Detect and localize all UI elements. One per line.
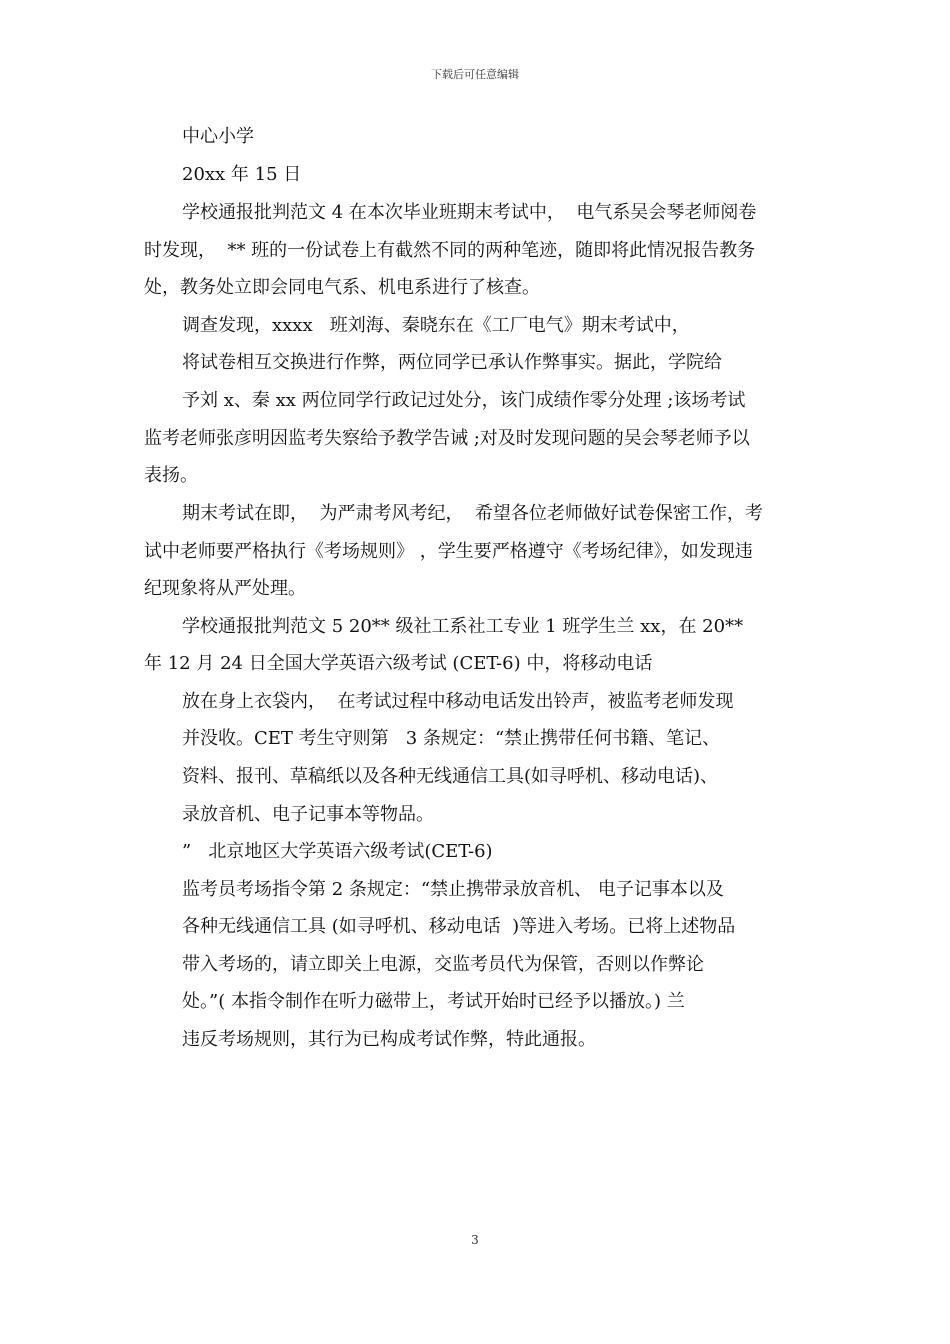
text-line: 监考员考场指令第 2 条规定：“禁止携带录放音机、 电子记事本以及 (182, 879, 724, 900)
text-line: 期末考试在即， 为严肃考风考纪， 希望各位老师做好试卷保密工作，考 (182, 503, 763, 524)
text-line: 录放音机、电子记事本等物品。 (182, 804, 434, 825)
text-line: ” 北京地区大学英语六级考试(CET-6) (182, 841, 493, 862)
text-line: 监考老师张彦明因监考失察给予教学告诫 ;对及时发现问题的吴会琴老师予以 (144, 428, 750, 449)
text-line: 20xx 年 15 日 (182, 164, 302, 185)
text-line: 予刘 x、秦 xx 两位同学行政记过处分，该门成绩作零分处理 ;该场考试 (182, 390, 746, 411)
text-line: 中心小学 (182, 126, 254, 147)
text-line: 并没收。CET 考生守则第 3 条规定：“禁止携带任何书籍、笔记、 (182, 728, 721, 749)
text-line: 资料、报刊、草稿纸以及各种无线通信工具(如寻呼机、移动电话)、 (182, 766, 719, 787)
text-line: 处。”( 本指令制作在听力磁带上，考试开始时已经予以播放。) 兰 (182, 991, 685, 1012)
text-line: 调查发现，xxxx 班刘海、秦晓东在《工厂电气》期末考试中， (182, 315, 690, 336)
text-line: 违反考场规则，其行为已构成考试作弊，特此通报。 (182, 1029, 596, 1050)
text-line: 表扬。 (144, 465, 198, 486)
text-line: 时发现， ** 班的一份试卷上有截然不同的两种笔迹，随即将此情况报告教务 (144, 240, 756, 261)
text-line: 放在身上衣袋内， 在考试过程中移动电话发出铃声，被监考老师发现 (182, 691, 734, 712)
text-line: 带入考场的，请立即关上电源，交监考员代为保管，否则以作弊论 (182, 954, 704, 975)
text-line: 纪现象将从严处理。 (144, 578, 306, 599)
text-line: 处，教务处立即会同电气系、机电系进行了核查。 (144, 277, 540, 298)
text-line: 年 12 月 24 日全国大学英语六级考试 (CET-6) 中，将移动电话 (144, 653, 653, 674)
text-line: 学校通报批判范文 5 20** 级社工系社工专业 1 班学生兰 xx，在 20** (182, 616, 744, 637)
page-number: 3 (471, 1233, 479, 1247)
text-line: 各种无线通信工具 (如寻呼机、移动电话 )等进入考场。已将上述物品 (182, 916, 736, 937)
text-line: 学校通报批判范文 4 在本次毕业班期末考试中， 电气系吴会琴老师阅卷 (182, 202, 757, 223)
page-header: 下载后可任意编辑 (431, 68, 519, 81)
text-line: 将试卷相互交换进行作弊，两位同学已承认作弊事实。据此，学院给 (182, 352, 722, 373)
text-line: 试中老师要严格执行《考场规则》 ，学生要严格遵守《考场纪律》，如发现违 (144, 541, 753, 562)
